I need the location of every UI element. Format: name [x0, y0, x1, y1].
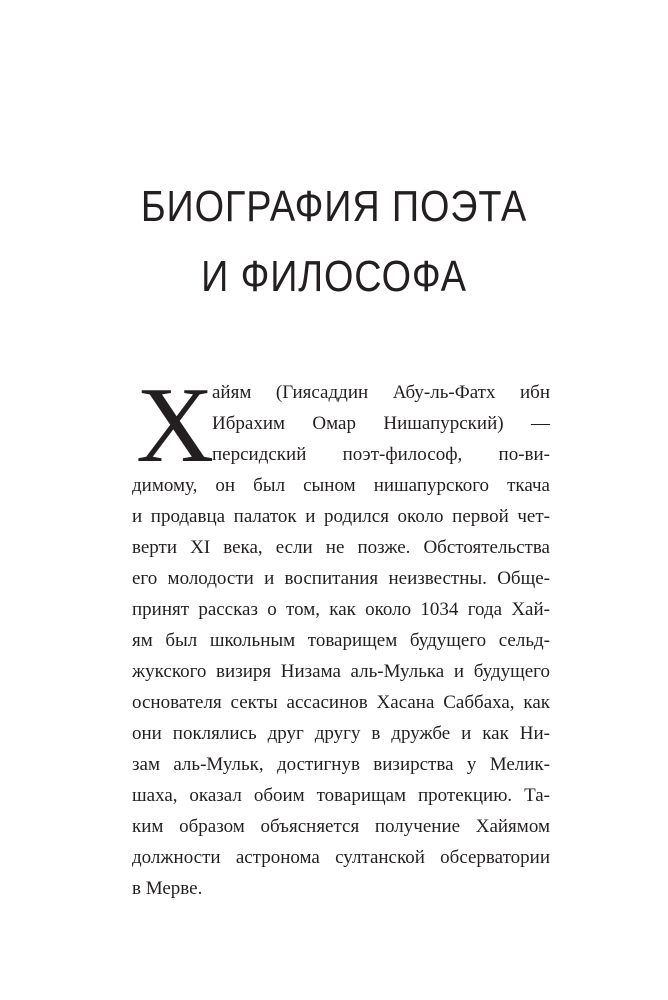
text-line: принят рассказ о том, как около 1034 года Хай-	[132, 599, 550, 620]
text-line: ким образом объясняется получение Хайямом	[132, 816, 550, 837]
text-line: димому, он был сыном нишапурского ткача	[132, 475, 550, 496]
text-line: жукского визиря Низама аль-Мулька и будущего	[132, 661, 550, 682]
text-line: персидский поэт-философ, по-ви-	[212, 444, 550, 465]
text-line: Ибрахим Омар Нишапурский) —	[212, 413, 550, 434]
body-paragraph	[132, 366, 550, 904]
text-line: они поклялись друг другу в дружбе и как Ни-	[132, 723, 550, 744]
drop-cap-letter: Х	[136, 366, 214, 485]
text-line: и продавца палаток и родился около первой чет-	[132, 506, 550, 527]
chapter-title	[0, 172, 668, 312]
chapter-title-line-1: БИОГРАФИЯ ПОЭТА	[140, 182, 528, 231]
text-line: в Мерве.	[132, 878, 203, 899]
text-line: верти XI века, если не позже. Обстоятельства	[132, 537, 550, 558]
text-line: шаха, оказал обоим товарищам протекцию. Та-	[132, 785, 550, 806]
text-line: ям был школьным товарищем будущего сельд-	[132, 630, 550, 651]
text-line: айям (Гиясаддин Абу-ль-Фатх ибн	[212, 382, 550, 403]
text-line: его молодости и воспитания неизвестны. Обще-	[132, 568, 550, 589]
text-line: должности астронома султанской обсерватории	[132, 847, 550, 868]
text-line: зам аль-Мульк, достигнув визирства у Мелик-	[132, 754, 550, 775]
text-line: основателя секты ассасинов Хасана Саббаха, как	[132, 692, 550, 713]
chapter-title-line-2: И ФИЛОСОФА	[201, 252, 467, 301]
